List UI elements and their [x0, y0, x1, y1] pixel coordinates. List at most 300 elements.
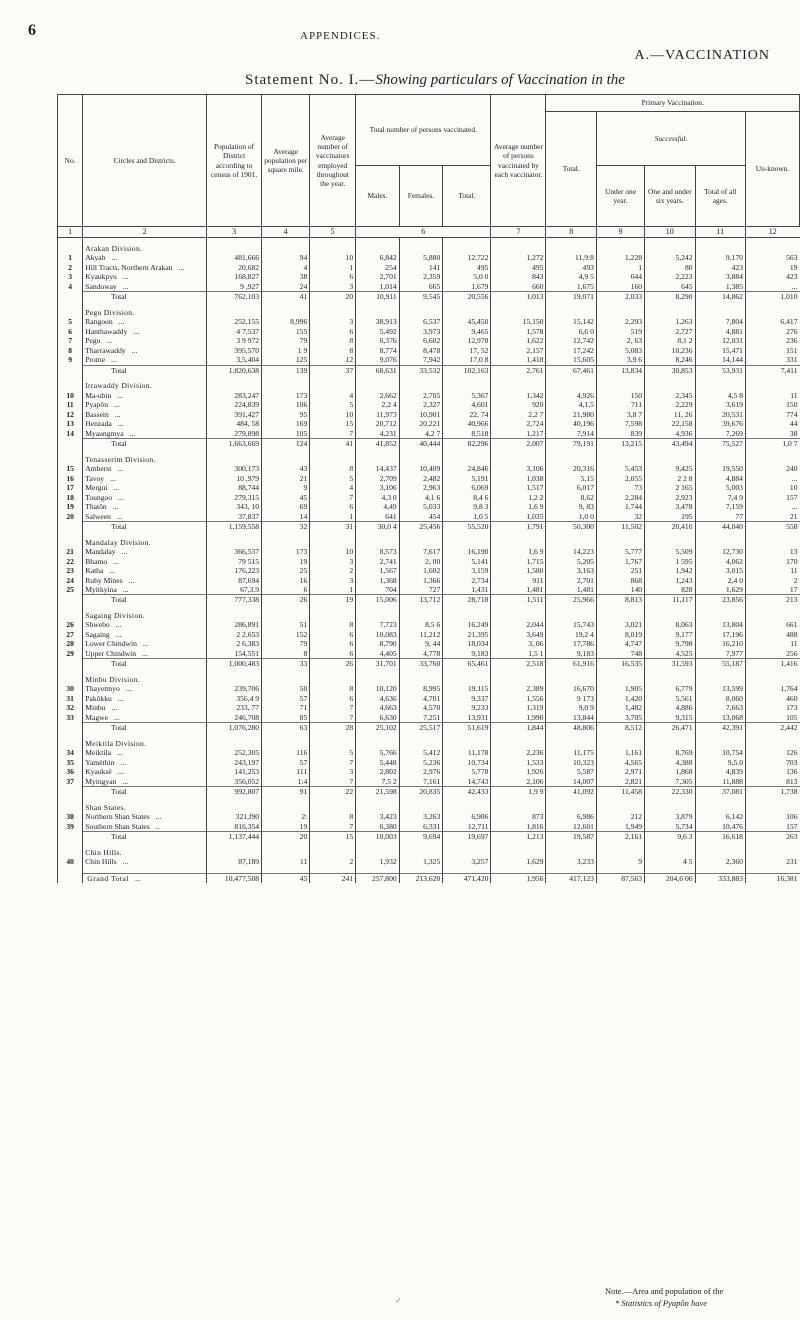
division-spacer [443, 848, 491, 857]
cell-pt: 7,914 [546, 429, 596, 439]
cell-all: 13,599 [695, 684, 745, 693]
cell-t: 9,183 [443, 649, 491, 659]
cell-m: 14,437 [356, 464, 400, 473]
cell-avgv: 2,2 7 [491, 410, 546, 419]
cell-unk: 2 [745, 576, 799, 585]
table-row [58, 391, 800, 400]
grand-total-spacer [58, 873, 83, 883]
total-f: 9,545 [399, 292, 443, 302]
total-pop: 1,000,483 [207, 659, 262, 669]
column-number: 9 [596, 227, 644, 238]
division-name: Sagaing Division. [83, 611, 207, 620]
leader-dots: ... [122, 584, 129, 594]
leader-dots: ... [122, 776, 129, 786]
cell-pop: 484, 58 [207, 419, 262, 428]
cell-avgv: 920 [491, 400, 546, 409]
cell-m: 1,014 [356, 282, 400, 292]
leader-dots: ... [106, 336, 113, 346]
cell-pt: 19,2 4 [546, 630, 596, 639]
cell-vac: 7 [310, 822, 356, 832]
cell-pop: 87,189 [207, 857, 262, 866]
total-spacer [58, 292, 83, 302]
district-label: Magwe [85, 712, 108, 722]
row-number: 9 [58, 355, 83, 365]
district-name [83, 429, 207, 439]
cell-u1: 644 [596, 272, 644, 281]
leader-dots: ... [115, 629, 122, 639]
leader-dots: ... [117, 464, 124, 474]
division-spacer [645, 803, 695, 812]
total-label: Total [83, 365, 207, 375]
cell-unk: 151 [745, 346, 799, 355]
district-name [83, 713, 207, 723]
cell-vac: 6 [310, 649, 356, 659]
cell-pt: 1,0 0 [546, 512, 596, 522]
district-name [83, 694, 207, 703]
division-spacer [207, 308, 262, 317]
cell-avgv: 1,622 [491, 336, 546, 345]
total-pt: 19,587 [546, 832, 596, 842]
division-spacer [546, 455, 596, 464]
cell-m: 7,723 [356, 620, 400, 629]
division-spacer [596, 455, 644, 464]
district-label: Sagaing [85, 629, 110, 639]
header-one-six: One and under six years. [645, 166, 695, 227]
footnote-2: * Statistics of Pyapôn have [615, 1298, 708, 1308]
table-row [58, 713, 800, 723]
cell-avgv: 1,926 [491, 767, 546, 776]
row-number: 13 [58, 419, 83, 428]
district-name [83, 464, 207, 473]
row-number: 40 [58, 857, 83, 866]
division-row [58, 803, 800, 812]
division-spacer [399, 675, 443, 684]
cell-pt: 6,986 [546, 812, 596, 821]
division-spacer [596, 848, 644, 857]
total-all: 37,081 [695, 787, 745, 797]
leader-dots: ... [110, 473, 116, 483]
grand-total-all: 333,883 [695, 873, 745, 883]
cell-avgv: 1,816 [491, 822, 546, 832]
division-spacer [695, 611, 745, 620]
division-spacer [491, 803, 546, 812]
cell-unk: 21 [745, 512, 799, 522]
cell-all: 4,062 [695, 557, 745, 566]
header-successful: Successful. [596, 112, 745, 166]
cell-pt: 1,675 [546, 282, 596, 292]
total-pt: 61,916 [546, 659, 596, 669]
division-spacer [443, 455, 491, 464]
cell-avgv: 2,044 [491, 620, 546, 629]
total-m: 41,852 [356, 439, 400, 449]
total-t: 42,433 [443, 787, 491, 797]
division-name: Meiktila Division. [83, 739, 207, 748]
cell-u1: 2,293 [596, 317, 644, 326]
total-m: 68,631 [356, 365, 400, 375]
cell-u6: 2,727 [645, 327, 695, 336]
district-name [83, 822, 207, 832]
cell-u1: 1,482 [596, 703, 644, 712]
total-vac: 37 [310, 365, 356, 375]
cell-all: 7,159 [695, 502, 745, 511]
cell-t: 1,679 [443, 282, 491, 292]
cell-unk: 136 [745, 767, 799, 776]
total-all: 23,856 [695, 595, 745, 605]
cell-avg: 125 [262, 355, 310, 365]
cell-unk: 240 [745, 464, 799, 473]
cell-pt: 17,786 [546, 639, 596, 648]
division-spacer [310, 675, 356, 684]
row-number: 4 [58, 282, 83, 292]
division-spacer [491, 675, 546, 684]
cell-t: 5,778 [443, 767, 491, 776]
cell-m: 20,712 [356, 419, 400, 428]
cell-pop: 154,551 [207, 649, 262, 659]
cell-pop: 239,706 [207, 684, 262, 693]
cell-vac: 1 [310, 263, 356, 272]
leader-dots: ... [113, 483, 120, 493]
total-vac: 19 [310, 595, 356, 605]
cell-u6: 1,942 [645, 566, 695, 575]
total-t: 55,520 [443, 522, 491, 532]
total-row [58, 832, 800, 842]
row-number: 36 [58, 767, 83, 776]
row-number: 38 [58, 812, 83, 821]
cell-all: 9,5.0 [695, 758, 745, 767]
division-spacer [443, 675, 491, 684]
district-label: Minbu [85, 703, 106, 713]
total-u6: 22,330 [645, 787, 695, 797]
cell-m: 1,932 [356, 857, 400, 866]
division-spacer [745, 244, 799, 253]
cell-avg: 4 [262, 263, 310, 272]
division-spacer [546, 675, 596, 684]
total-avg: 91 [262, 787, 310, 797]
division-spacer [207, 739, 262, 748]
cell-pt: 16,670 [546, 684, 596, 693]
leader-dots: ... [129, 428, 136, 438]
row-number: 15 [58, 464, 83, 473]
cell-vac: 7 [310, 758, 356, 767]
cell-u6: 8,1 2 [645, 336, 695, 345]
cell-unk: ... [745, 474, 799, 483]
cell-pt: 9 173 [546, 694, 596, 703]
cell-avg: 45 [262, 493, 310, 502]
total-pt: 25,966 [546, 595, 596, 605]
cell-m: 5,492 [356, 327, 400, 336]
cell-pop: 356,4 9 [207, 694, 262, 703]
cell-avg: 24 [262, 282, 310, 292]
division-row [58, 308, 800, 317]
grand-total-m: 257,800 [356, 873, 400, 883]
cell-f: 7,161 [399, 777, 443, 787]
grand-total-label [83, 873, 207, 883]
division-spacer [310, 611, 356, 620]
cell-all: 20,531 [695, 410, 745, 419]
row-number: 5 [58, 317, 83, 326]
cell-m: 4,405 [356, 649, 400, 659]
cell-avgv: 3,649 [491, 630, 546, 639]
division-spacer [546, 381, 596, 390]
cell-unk: 11 [745, 391, 799, 400]
row-number: 19 [58, 502, 83, 511]
total-pop: 1,159,558 [207, 522, 262, 532]
district-label: Hill Tracts, Northern Arakan [85, 262, 173, 272]
division-spacer [695, 848, 745, 857]
cell-vac: 2 [310, 566, 356, 575]
cell-m: 11,973 [356, 410, 400, 419]
cell-avgv: 1,6 9 [491, 502, 546, 511]
row-number: 22 [58, 557, 83, 566]
total-spacer [58, 787, 83, 797]
cell-u1: 1,161 [596, 748, 644, 757]
table-row [58, 576, 800, 585]
district-label: Thatôn [85, 502, 107, 512]
cell-avgv: 1,578 [491, 327, 546, 336]
cell-m: 2,701 [356, 272, 400, 281]
cell-f: 665 [399, 282, 443, 292]
total-u6: 8,290 [645, 292, 695, 302]
row-number: 3 [58, 272, 83, 281]
district-name [83, 474, 207, 483]
table-row [58, 703, 800, 712]
district-label: Akyab [85, 253, 106, 263]
total-pop: 1,076,280 [207, 723, 262, 733]
total-label: Total [83, 522, 207, 532]
grand-total-pt: 417,123 [546, 873, 596, 883]
cell-unk: 774 [745, 410, 799, 419]
cell-u1: 150 [596, 391, 644, 400]
cell-pop: 283,247 [207, 391, 262, 400]
cell-unk: 11 [745, 639, 799, 648]
division-spacer [645, 244, 695, 253]
total-avgv: 1,844 [491, 723, 546, 733]
district-label: Pakôkku [85, 693, 112, 703]
total-spacer [58, 365, 83, 375]
cell-u6: 80 [645, 263, 695, 272]
cell-vac: 7 [310, 493, 356, 502]
district-label: Northern Shan States [85, 812, 150, 822]
total-f: 13,712 [399, 595, 443, 605]
district-label: Kyaukpyu [85, 272, 117, 282]
district-name [83, 327, 207, 336]
cell-u1: 748 [596, 649, 644, 659]
table-row [58, 346, 800, 355]
division-spacer [310, 244, 356, 253]
cell-avg: 25 [262, 566, 310, 575]
row-number: 14 [58, 429, 83, 439]
cell-u6: 22,158 [645, 419, 695, 428]
cell-pop: 816,354 [207, 822, 262, 832]
cell-avgv: 1,990 [491, 713, 546, 723]
cell-unk: 17 [745, 585, 799, 595]
division-spacer [745, 803, 799, 812]
cell-all: 7,663 [695, 703, 745, 712]
cell-pt: 14,223 [546, 547, 596, 556]
cell-u1: 5,777 [596, 547, 644, 556]
cell-pt: 3,163 [546, 566, 596, 575]
cell-unk: 276 [745, 327, 799, 336]
cell-pt: 6,6 0 [546, 327, 596, 336]
cell-t: 3,257 [443, 857, 491, 866]
cell-u6: 1 595 [645, 557, 695, 566]
cell-f: 11,212 [399, 630, 443, 639]
cell-avgv: 843 [491, 272, 546, 281]
column-number: 4 [262, 227, 310, 238]
vaccination-table [57, 94, 800, 883]
cell-u1: 4,565 [596, 758, 644, 767]
cell-u1: 868 [596, 576, 644, 585]
total-pop: 1,663,669 [207, 439, 262, 449]
cell-m: 3,423 [356, 812, 400, 821]
division-spacer [596, 803, 644, 812]
division-row [58, 244, 800, 253]
cell-pop: 481,666 [207, 253, 262, 262]
table-row [58, 684, 800, 693]
division-spacer [399, 455, 443, 464]
table-row [58, 566, 800, 575]
grand-total-unk: 16,381 [745, 873, 799, 883]
cell-vac: 6 [310, 694, 356, 703]
district-name [83, 812, 207, 821]
cell-avg: 51 [262, 620, 310, 629]
header-all-ages: Total of all ages. [695, 166, 745, 227]
total-u1: 13,834 [596, 365, 644, 375]
cell-t: 5,367 [443, 391, 491, 400]
total-unk: 1,0 7 [745, 439, 799, 449]
district-label: Amherst [85, 464, 112, 474]
cell-pop: 4 7,537 [207, 327, 262, 336]
total-avgv: 1,213 [491, 832, 546, 842]
total-avgv: 1,9 9 [491, 787, 546, 797]
cell-vac: 7 [310, 713, 356, 723]
division-spacer [491, 739, 546, 748]
district-label: Bassein [85, 409, 109, 419]
table-row [58, 557, 800, 566]
division-spacer [310, 455, 356, 464]
cell-pop: 243,197 [207, 758, 262, 767]
cell-t: 22, 74 [443, 410, 491, 419]
division-spacer [207, 381, 262, 390]
cell-pop: 88,744 [207, 483, 262, 492]
division-spacer [58, 538, 83, 547]
total-u6: 31,593 [645, 659, 695, 669]
cell-m: 8,790 [356, 639, 400, 648]
district-name [83, 282, 207, 292]
division-spacer [443, 308, 491, 317]
cell-all: 10,476 [695, 822, 745, 832]
total-label: Total [83, 832, 207, 842]
district-name [83, 767, 207, 776]
cell-avgv: 1,533 [491, 758, 546, 767]
cell-vac: 10 [310, 410, 356, 419]
total-u1: 11,502 [596, 522, 644, 532]
total-u1: 8,813 [596, 595, 644, 605]
table-row [58, 812, 800, 821]
cell-t: 13,931 [443, 713, 491, 723]
division-row [58, 611, 800, 620]
cell-u1: 1,420 [596, 694, 644, 703]
total-avg: 32 [262, 522, 310, 532]
division-spacer [310, 803, 356, 812]
district-label: Ma-ubin [85, 390, 112, 400]
running-head: APPENDICES. [300, 30, 381, 42]
district-label: Toungoo [85, 492, 113, 502]
division-spacer [695, 244, 745, 253]
district-label: Pegu [85, 336, 101, 346]
cell-vac: 8 [310, 620, 356, 629]
cell-unk: 331 [745, 355, 799, 365]
table-row [58, 585, 800, 595]
cell-u1: 3,9 6 [596, 355, 644, 365]
division-spacer [58, 611, 83, 620]
district-name [83, 346, 207, 355]
cell-u1: 160 [596, 282, 644, 292]
cell-vac: 7 [310, 777, 356, 787]
cell-vac: 4 [310, 391, 356, 400]
division-row [58, 538, 800, 547]
cell-avg: 43 [262, 464, 310, 473]
cell-t: 17, 52 [443, 346, 491, 355]
division-spacer [262, 803, 310, 812]
total-f: 25,456 [399, 522, 443, 532]
cell-u6: 9,177 [645, 630, 695, 639]
total-label: Total [83, 595, 207, 605]
total-spacer [58, 595, 83, 605]
table-row [58, 400, 800, 409]
table-row [58, 355, 800, 365]
column-number: 3 [207, 227, 262, 238]
total-pt: 67,461 [546, 365, 596, 375]
table-row [58, 272, 800, 281]
cell-avgv: 1,2 2 [491, 493, 546, 502]
district-name [83, 253, 207, 262]
cell-u1: 1,744 [596, 502, 644, 511]
district-label: Salween [85, 511, 111, 521]
total-avgv: 2,007 [491, 439, 546, 449]
cell-avgv: 15,150 [491, 317, 546, 326]
leader-dots: ... [117, 693, 124, 703]
cell-t: 10,734 [443, 758, 491, 767]
division-spacer [491, 308, 546, 317]
tick-mark: ✓ [395, 1296, 402, 1305]
cell-all: 3,619 [695, 400, 745, 409]
cell-avg: 85 [262, 713, 310, 723]
cell-avg: 19 [262, 557, 310, 566]
section-title: A.—VACCINATION [634, 48, 770, 63]
total-row [58, 439, 800, 449]
cell-unk: 423 [745, 272, 799, 281]
cell-avg: 155 [262, 327, 310, 336]
cell-unk: 38 [745, 429, 799, 439]
total-row [58, 292, 800, 302]
cell-m: 4,3 0 [356, 493, 400, 502]
cell-u1: 1,905 [596, 684, 644, 693]
table-row [58, 263, 800, 272]
cell-f: 6,537 [399, 317, 443, 326]
cell-avg: 1 9 [262, 346, 310, 355]
cell-unk: 170 [745, 557, 799, 566]
cell-pop: 279,315 [207, 493, 262, 502]
cell-pt: 9,183 [546, 649, 596, 659]
cell-f: 4,701 [399, 694, 443, 703]
division-name: Minbu Division. [83, 675, 207, 684]
cell-f: 454 [399, 512, 443, 522]
cell-all: 39,676 [695, 419, 745, 428]
total-avgv: 2,761 [491, 365, 546, 375]
header-females: Females. [399, 166, 443, 227]
cell-unk: 150 [745, 400, 799, 409]
